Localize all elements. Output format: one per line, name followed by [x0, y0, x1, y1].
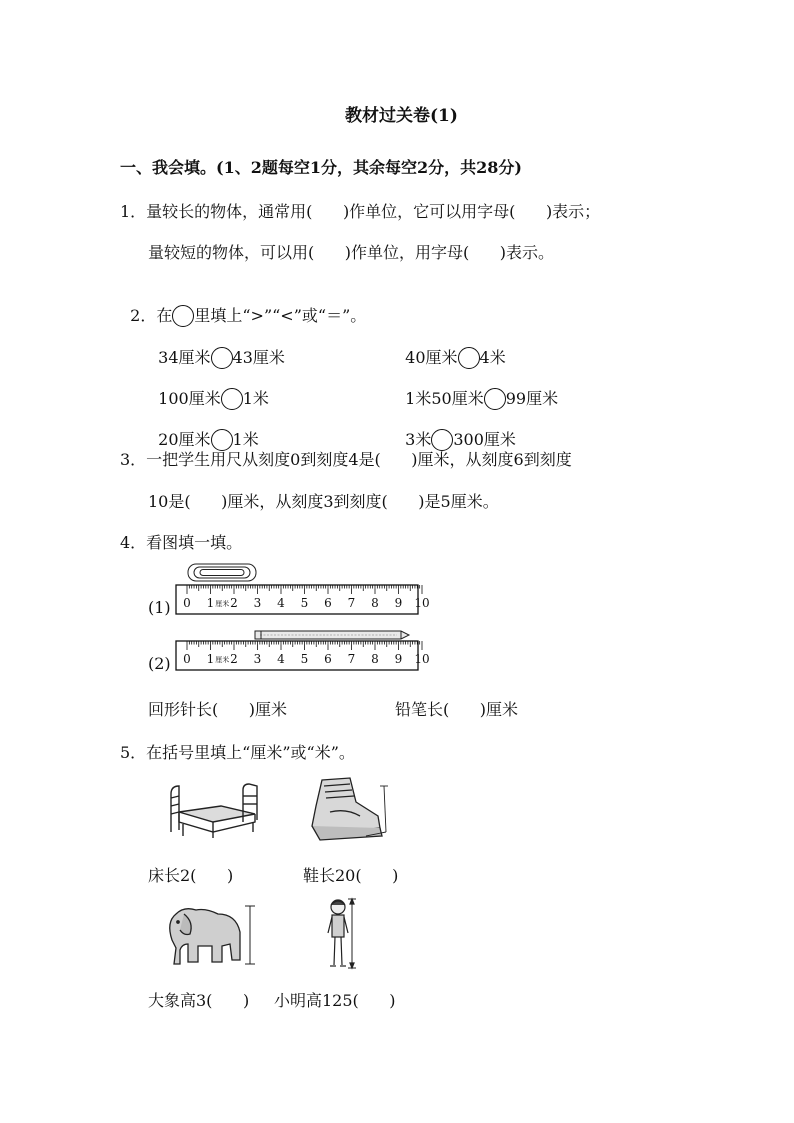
section-heading: 一、我会填。(1、2题每空1分，其余每空2分，共28分) — [120, 158, 522, 177]
pencil-question: 铅笔长( )厘米 — [395, 700, 519, 719]
q2-item-4 — [395, 367, 558, 410]
q2-item-left: 34厘米 — [158, 348, 211, 367]
q2-item-right: 300厘米 — [453, 430, 516, 449]
q2-item-left: 1米50厘米 — [405, 389, 484, 408]
q2-item-left: 3米 — [405, 430, 432, 449]
ruler-tick-label: 9 — [394, 652, 403, 666]
ruler-tick-label: 0 — [183, 596, 191, 610]
q2-item-left: 40厘米 — [405, 348, 458, 367]
ruler-unit-label: 厘米 — [215, 656, 230, 664]
q3-line1: 3．一把学生用尺从刻度0到刻度4是( )厘米，从刻度6到刻度 — [120, 450, 572, 469]
q2-intro-post: 里填上“>”“<”或“＝”。 — [194, 306, 367, 325]
q2-item-5 — [148, 408, 259, 451]
q2-item-6 — [395, 408, 516, 451]
pencil-icon — [255, 631, 409, 639]
ruler-tick-label: 1 — [206, 652, 215, 666]
ruler-tick-label: 3 — [253, 652, 262, 666]
ruler-tick-label: 9 — [394, 596, 403, 610]
ruler1-label: (1) — [148, 598, 171, 617]
q1-line1: 1．量较长的物体，通常用( )作单位，它可以用字母( )表示； — [120, 202, 601, 221]
page-title: 教材过关卷(1) — [345, 106, 458, 126]
ruler-tick-label: 3 — [253, 596, 262, 610]
q2-intro-pre: 2．在 — [130, 306, 173, 325]
elephant-question: 大象高3( ) — [148, 991, 250, 1010]
q2-item-left: 20厘米 — [158, 430, 211, 449]
ruler-tick-label: 6 — [324, 596, 332, 610]
ruler-tick-label: 6 — [324, 652, 332, 666]
ruler-tick-label: 1 — [206, 596, 215, 610]
ruler-tick-label: 0 — [183, 652, 191, 666]
q4-intro: 4．看图填一填。 — [120, 533, 243, 552]
q2-item-right: 4米 — [479, 348, 506, 367]
compare-circle-icon — [172, 305, 194, 327]
q2-item-left: 100厘米 — [158, 389, 221, 408]
paperclip-question: 回形针长( )厘米 — [148, 700, 288, 719]
ruler-tick-label: 4 — [277, 596, 285, 610]
ruler-tick-label: 2 — [230, 652, 238, 666]
ruler-tick-label: 8 — [371, 652, 379, 666]
answer-circle[interactable] — [211, 347, 233, 369]
q2-item-1 — [148, 326, 285, 369]
answer-circle[interactable] — [221, 388, 243, 410]
ruler-tick-label: 5 — [300, 596, 309, 610]
ruler-unit-label: 厘米 — [215, 600, 230, 608]
ruler-tick-label: 8 — [371, 596, 379, 610]
answer-circle[interactable] — [458, 347, 480, 369]
boy-question: 小明高125( ) — [274, 991, 396, 1010]
ruler-tick-label: 4 — [277, 652, 285, 666]
q5-intro: 5．在括号里填上“厘米”或“米”。 — [120, 743, 355, 762]
q2-item-right: 1米 — [232, 430, 259, 449]
elephant-icon — [162, 900, 262, 972]
bed-question: 床长2( ) — [148, 866, 234, 885]
paperclip-icon — [188, 564, 256, 581]
answer-circle[interactable] — [484, 388, 506, 410]
ruler-tick-label: 2 — [230, 596, 238, 610]
boy-icon — [320, 895, 380, 975]
shoe-icon — [300, 772, 390, 847]
ruler-1 — [175, 561, 430, 617]
ruler-tick-label: 10 — [414, 596, 430, 610]
q2-intro — [120, 284, 366, 327]
bed-icon — [163, 772, 263, 842]
q2-item-right: 99厘米 — [505, 389, 559, 408]
q2-item-right: 1米 — [242, 389, 269, 408]
q1-line2: 量较短的物体，可以用( )作单位，用字母( )表示。 — [148, 243, 555, 262]
ruler-tick-label: 5 — [300, 652, 309, 666]
q2-item-right: 43厘米 — [232, 348, 285, 367]
shoe-question: 鞋长20( ) — [303, 866, 399, 885]
ruler-tick-label: 10 — [414, 652, 430, 666]
q3-line2: 10是( )厘米，从刻度3到刻度( )是5厘米。 — [148, 492, 499, 511]
ruler-tick-label: 7 — [347, 596, 356, 610]
q2-item-2 — [395, 326, 506, 369]
ruler-2 — [175, 617, 430, 673]
ruler-tick-label: 7 — [347, 652, 356, 666]
ruler2-label: (2) — [148, 654, 171, 673]
q2-item-3 — [148, 367, 269, 410]
